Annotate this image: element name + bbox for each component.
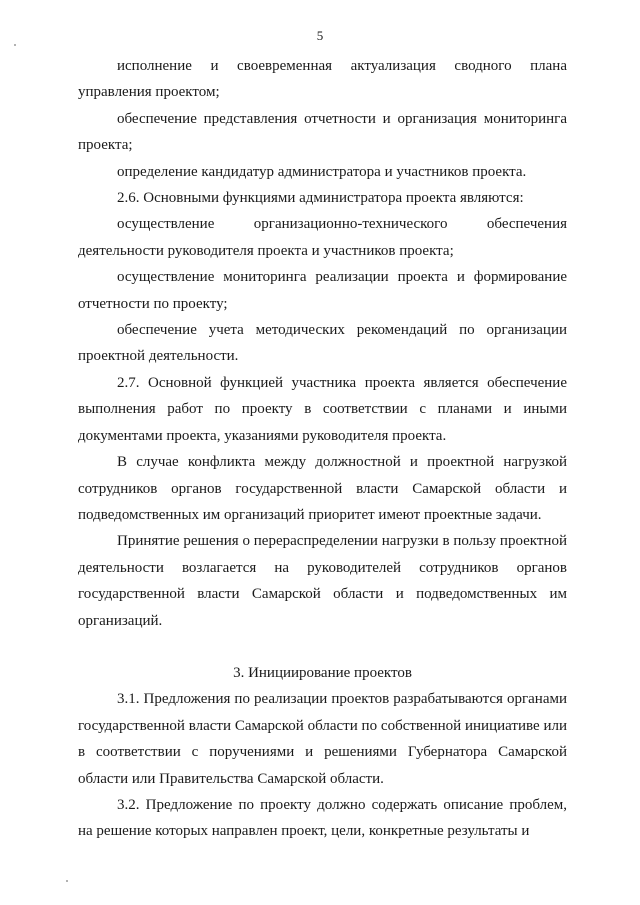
scan-speck <box>14 44 16 46</box>
paragraph: осуществление мониторинга реализации проекта и формирование отчетности по проекту; <box>78 269 567 312</box>
paragraph: обеспечение представления отчетности и организация мониторинга проекта; <box>78 110 567 154</box>
page-number: 5 <box>316 28 324 43</box>
paragraph: 3.1. Предложения по реализации проектов разрабатываются органами государственной власти Самарской области по собственной инициативе или в соответствии с поручениями и решениями Губернатора Самарской области или Правительства Самарской области. <box>78 691 567 787</box>
paragraph: определение кандидатур администратора и участников проекта. <box>117 163 527 180</box>
paragraph: 2.7. Основной функцией участника проекта является обеспечение выполнения работ по проекту в соответствии с планами и иными документами проекта, указаниями руководителя проекта. <box>78 374 567 444</box>
paragraph: обеспечение учета методических рекомендаций по организации проектной деятельности. <box>78 322 567 365</box>
paragraph: 2.6. Основными функциями администратора проекта являются: <box>117 190 524 207</box>
paragraph: В случае конфликта между должностной и проектной нагрузкой сотрудников органов государственной власти Самарской области и подведомственных им организаций приоритет имеют проектные задачи. <box>78 454 567 523</box>
paragraph: 3.2. Предложение по проекту должно содержать описание проблем, на решение которых направлен проект, цели, конкретные результаты и <box>78 796 567 840</box>
document-body <box>78 53 567 845</box>
paragraph: осуществление организационно-технического обеспечения деятельности руководителя проекта и участников проекта; <box>78 216 567 259</box>
paragraph: Принятие решения о перераспределении нагрузки в пользу проектной деятельности возлагается на руководителей сотрудников органов государственной власти Самарской области и подведомственных им организаций. <box>78 533 567 629</box>
paragraph: исполнение и своевременная актуализация сводного плана управления проектом; <box>78 58 567 101</box>
section-heading: 3. Инициирование проектов <box>233 664 412 681</box>
scan-speck <box>66 880 68 882</box>
